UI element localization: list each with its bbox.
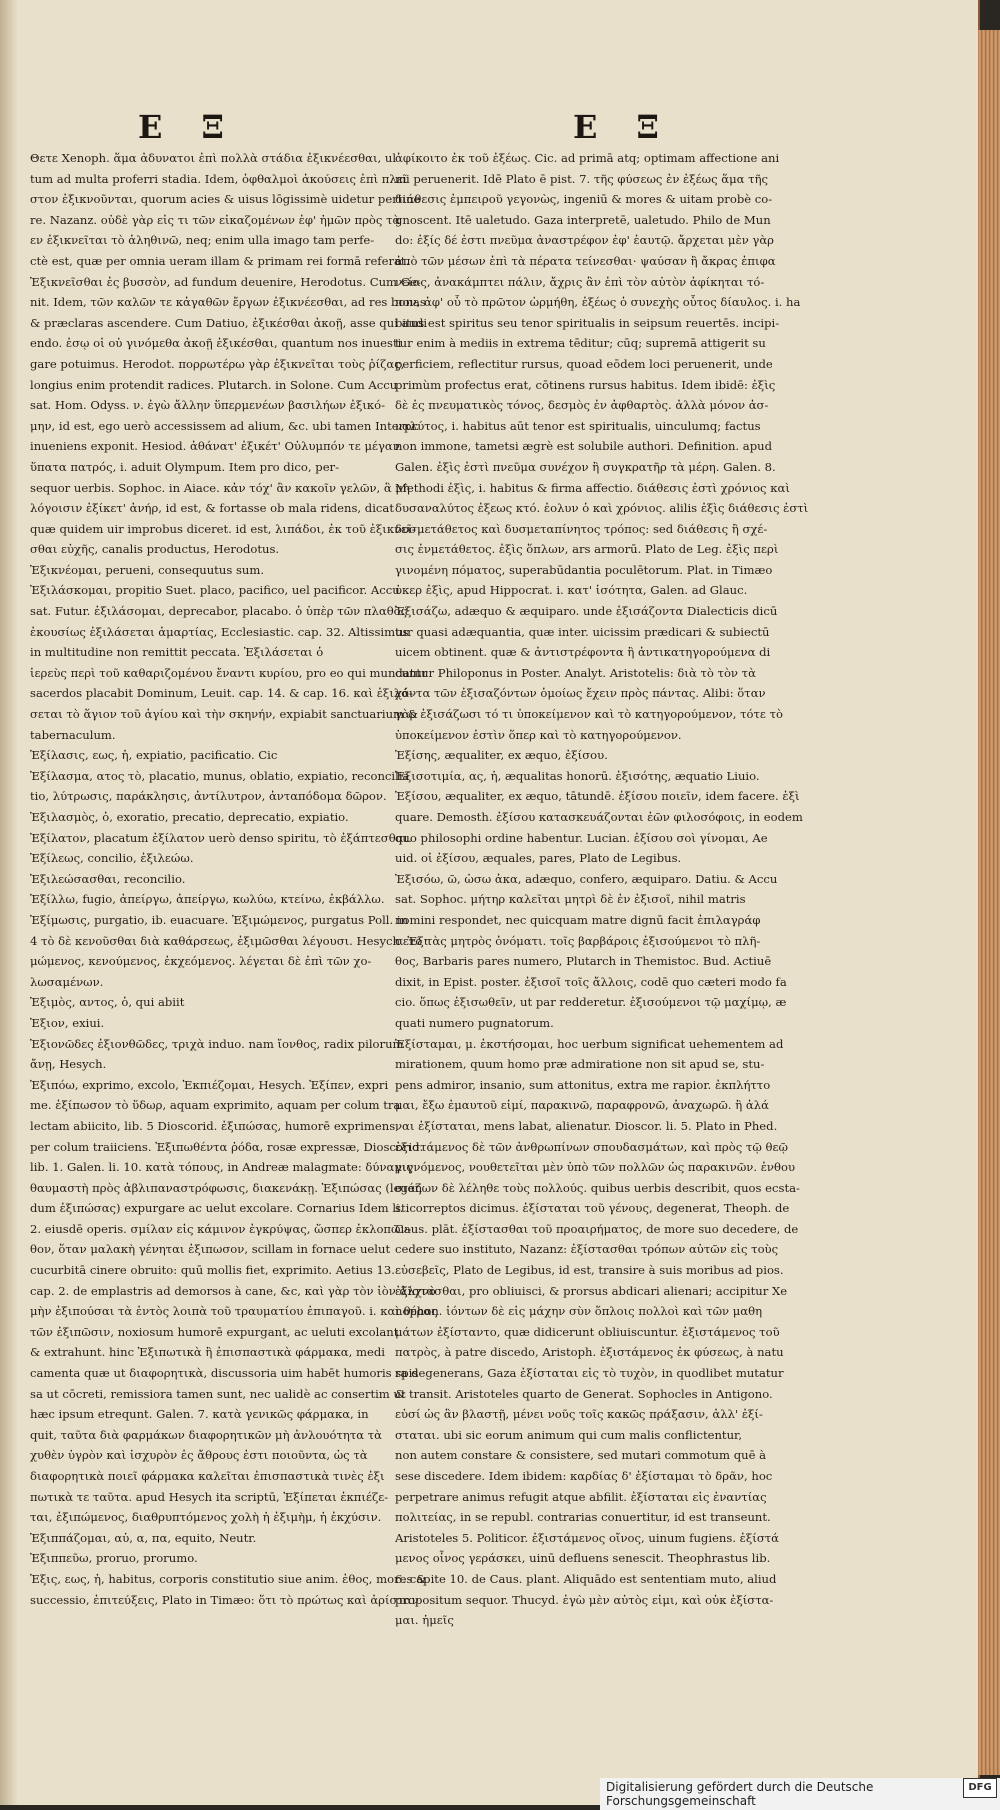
text-line: ὕπατα πατρός, i. aduit Olympum. Item pro dico, per- (30, 459, 340, 474)
text-line: sticorreptos dicimus. ἐξίσταται τοῦ γένους, degenerat, Theoph. de (395, 1201, 790, 1216)
text-line: σις ἐνμετάθετος. ἐξὶς ὅπλων, ars armorū. Plato de Leg. ἐξὶς περὶ (395, 542, 779, 557)
text-line: Galen. ἐξὶς ἐστὶ πνεῦμα συνέχον ἢ συγκρατῆρ τὰ μέρη. Galen. 8. (395, 459, 776, 474)
text-line: pens admiror, insanio, sum attonitus, extra me rapior. ἐκπλήττο (395, 1077, 771, 1092)
text-line: tur quasi adæquantia, quæ inter. uicissim prædicari & subiectū (395, 624, 770, 639)
text-line: σεται τὸ ἅγιον τοῦ ἁγίου καὶ τὴν σκηνήν, expiabit sanctuarium & (30, 707, 419, 722)
text-line: Ἐξιλάσκομαι, propitio Suet. placo, pacifico, uel pacificor. Accu (30, 583, 400, 598)
text-line: δὲ ἐς πνευματικὸς τόνος, δεσμὸς ἐν ἀφθαρτὸς. ἀλλὰ μόνον ἀσ- (395, 398, 769, 413)
text-line: lib. 1. Galen. li. 10. κατὰ τόπους, in Andreæ malagmate: δύναμις (30, 1160, 413, 1175)
text-line: εν ἐξικνεῖται τὸ ἀληθινῶ, neq; enim ulla imago tam perfe- (30, 233, 375, 248)
text-line: Θετε Xenoph. ἅμα ἀδυνατοι ἐπὶ πολλὰ στάδια ἐξικνέεσθαι, ul (30, 151, 397, 165)
text-line: gnoscent. Itē ualetudo. Gaza interpretē, ualetudo. Philo de Mun (395, 212, 771, 227)
text-line: Caus. plāt. ἐξίστασθαι τοῦ προαιρήματος, de more suo decedere, de (395, 1221, 799, 1236)
text-line: ὑκερ ἐξὶς, apud Hippocrat. i. κατ' ἰσότητα, Galen. ad Glauc. (395, 583, 748, 598)
text-line: non autem constare & consistere, sed mutari commotum quē à (395, 1448, 767, 1463)
page-edges (978, 30, 1000, 1775)
text-line: sequor uerbis. Sophoc. in Aiace. κἀν τόχ' ἂν κακοῖν γελῶν, ἃ μὴ (30, 480, 410, 495)
text-line: & præclaras ascendere. Cum Datiuo, ἐξικέσθαι ἀκοῇ, asse qui audi (30, 315, 428, 330)
text-line: ἄνῃ, Hesych. (30, 1057, 107, 1072)
text-line: λωσαμένων. (30, 974, 104, 989)
text-line: μὴν ἐξιπούσαι τὰ ἐντὸς λοιπὰ τοῦ τραυματίου ἐπιπαγοῦ. i. καὶ θέρας (30, 1304, 438, 1319)
text-line: Ἐξίσης, æqualiter, ex æquo, ἐξίσου. (395, 748, 608, 763)
text-line: uicem obtinent. quæ & ἀντιστρέφοντα ἢ ἀντικατηγορούμενα di (395, 645, 771, 660)
text-line: cedere suo instituto, Nazanz: ἐξίστασθαι τρόπων αὐτῶν εἰς τοὺς (395, 1242, 779, 1257)
text-line: σετο τὰς μητρὸς ὀνόματι. τοῖς βαρβάροις ἐξισούμενοι τὸ πλῆ- (395, 933, 761, 948)
text-line: perpetrare animus refugit atque abfilit. ἐξίσταται εἰς ἐναντίας (395, 1489, 767, 1504)
text-line: πατρὸς, à patre discedo, Aristoph. ἐξιστάμενος ἐκ φύσεως, à natu (395, 1345, 784, 1360)
text-line: quati numero pugnatorum. (395, 1015, 554, 1030)
text-line: perficiem, reflectitur rursus, quoad eōdem loci peruenerit, unde (395, 356, 773, 371)
text-line: 4 τὸ δὲ κενοῦσθαι διὰ καθάρσεως, ἐξιμῶσθαι λέγουσι. Hesych. Ἐξι (30, 933, 429, 948)
text-line: quit, ταῦτα διὰ φαρμάκων διαφορητικῶν μὴ ἀνλουότητα τὰ (30, 1427, 382, 1442)
text-line: Ἐξίλατον, placatum ἐξίλατον uerò denso spiritu, τὸ ἐξάπτεσθαι. (30, 830, 412, 845)
text-line: Ἐξίσταμαι, μ. ἐκστήσομαι, hoc uerbum significat uehementem ad (395, 1036, 784, 1051)
text-line: Ἐξίλεως, concilio, ἐξιλεώω. (30, 851, 194, 866)
text-line: cuntur Philoponus in Poster. Analyt. Aristotelis: διὰ τὸ τὸν τὰ (395, 665, 756, 680)
text-line: dum ἐξιπώσας) expurgare ac uelut excolare. Cornarius Idem li. (30, 1201, 404, 1216)
text-line: quare. Demosth. ἐξίσου κατασκευάζονται ἐῶν φιλοσόφοις, in eodem (395, 810, 803, 824)
digitization-credit: Digitalisierung gefördert durch die Deutsche Forschungsgemeinschaft (600, 1778, 1000, 1810)
text-line: tum ad multa proferri stadia. Idem, ὀφθαλμοὶ ἀκούσεις ἐπὶ πλεῖ (30, 171, 408, 186)
text-line: μώμενος, κενούμενος, ἐκχεόμενος. λέγεται δὲ ἐπὶ τῶν χο- (30, 954, 372, 969)
text-line: μάτων ἐξίσταντο, quæ didicerunt obliuiscuntur. ἐξιστάμενος τοῦ (395, 1324, 780, 1339)
text-line: εὐσί ὡς ἂν βλαστῇ, μένει νοῦς τοῖς κακῶς πράξασιν, ἀλλ' ἐξί- (395, 1407, 763, 1422)
left-column (30, 148, 438, 1610)
text-line: σταται. ubi sic eorum animum qui cum malis conflictentur, (395, 1427, 743, 1442)
text-line: χυθὲν ὑγρὸν καὶ ἰσχυρὸν ἐς ἄθρους ἐστι ποιοῦντα, ὡς τὰ (30, 1448, 368, 1463)
text-line: non immone, tametsi ægrè est solubile authori. Definition. apud (395, 439, 773, 454)
text-line: Ἐξικνέομαι, perueni, consequutus sum. (30, 562, 265, 577)
text-line: re. Nazanz. οὐδὲ γὰρ εἰς τι τῶν εἰκαζομένων ἐφ' ἡμῶν πρὸς τὰ (30, 212, 401, 227)
text-line: Ἐξίλασις, εως, ἡ, expiatio, pacificatio. Cic (30, 748, 278, 763)
text-line: Ἐξισάζω, adæquo & æquiparo. unde ἐξισάζοντα Dialecticis dicū (395, 604, 778, 619)
text-line: γὰρ ἐξισάζωσι τό τι ὑποκείμενον καὶ τὸ κατηγορούμενον, τότε τὸ (395, 707, 783, 722)
text-line: ἀφίκοιτο ἐκ τοῦ ἐξέως. Cic. ad primā atq; optimam affectione ani (395, 151, 780, 165)
text-line: sese discedere. Idem ibidem: καρδίας δ' ἐξίσταμαι τὸ δρᾶν, hoc (395, 1469, 773, 1483)
text-line: νείας, ἀνακάμπτει πάλιν, ἄχρις ἂν ἐπὶ τὸν αὐτὸν ἀφίκηται τό- (395, 274, 765, 289)
text-line: quæ quidem uir improbus diceret. id est, λιπάδοι, ἐκ τοῦ ἐξικνεῖ- (30, 521, 416, 536)
text-line: Ἐξιον, exiui. (30, 1015, 105, 1030)
running-head-left: Ε Ξ (138, 108, 239, 146)
text-line: ὑποκείμενον ἐστὶν ὅπερ καὶ τὸ κατηγορούμενον. (395, 727, 682, 742)
running-head-right: Ε Ξ (573, 108, 674, 146)
text-line: dixit, in Epist. poster. ἐξισοῖ τοῖς ἄλλοις, codē quo cæteri modo fa (395, 974, 787, 989)
text-line: Ἐξιμὸς, αντος, ὁ, qui abiit (30, 995, 185, 1010)
text-line: do: ἐξίς δέ ἐστι πνεῦμα ἀναστρέφον ἐφ' ἑαυτῷ. ἄρχεται μὲν γὰρ (395, 233, 774, 248)
text-line: bitus est spiritus seu tenor spiritualis in seipsum reuertēs. incipi- (395, 315, 780, 330)
text-line: Ἐξιλεώσασθαι, reconcilio. (30, 871, 186, 886)
text-line: in multitudine non remittit peccata. Ἐξιλάσεται ὁ (30, 645, 324, 660)
text-line: inueniens exponit. Hesiod. ἀθάνατ' ἐξικέτ' Οὐλυμπόν τε μέγαν (30, 439, 400, 454)
text-line: successio, ἐπιτεύξεις, Plato in Timæo: ὅτι τὸ πρώτως καὶ ἀρίσταν (30, 1592, 419, 1607)
text-line: διαφορητικὰ ποιεῖ φάρμακα καλεῖται ἐπισπαστικὰ τινὲς ἐξι (30, 1469, 385, 1483)
text-line: θος, Barbaris pares numero, Plutarch in Themistoc. Bud. Actiuē (395, 954, 772, 969)
text-line: ἐξίστασθαι, pro obliuisci, & prorsus abdicari alienari; accipitur Xe (395, 1283, 788, 1298)
text-line: σθαι εὐχῆς, canalis productus, Herodotus. (30, 542, 280, 557)
text-line: sat. Hom. Odyss. ν. ἐγὼ ἄλλην ὕπερμενέων βασιλήων ἐξικό- (30, 398, 386, 413)
text-line: γινομένη πόματος, superabūdantia poculētorum. Plat. in Timæo (395, 562, 773, 577)
text-line: cio. ὅπως ἐξισωθεῖν, ut par redderetur. ἐξισούμενοι τῷ μαχίμῳ, æ (395, 995, 787, 1010)
text-line: Ἐξίμωσις, purgatio, ib. euacuare. Ἐξιμώμενος, purgatus Poll. in (30, 912, 409, 927)
text-line: primùm profectus erat, cōtinens rursus habitus. Idem ibidē: ἐξὶς (395, 377, 776, 392)
text-line: gare potuimus. Herodot. πορρωτέρω γὰρ ἐξικνεῖται τοὺς ῥίζας, (30, 356, 405, 371)
text-line: cap. 2. de emplastris ad demorsos à cane, &c, καὶ γὰρ τὸν ἰὸν ἀλχνὸ (30, 1283, 436, 1298)
text-line: λόγοισιν ἐξίκετ' ἀνήρ, id est, & fortasse ob mala ridens, dicat (30, 501, 394, 516)
text-line: ctè est, quæ per omnia ueram illam & primam rei formā referat. (30, 253, 410, 268)
text-line: μαι. ἡμεῖς (395, 1613, 454, 1628)
text-line: πον, ἀφ' οὗ τὸ πρῶτον ὡρμήθη, ἐξέως ὁ συνεχὴς οὗτος δίαυλος. i. ha (395, 295, 801, 310)
text-line: θαυμαστὴ πρὸς ἀβλιπαναστρόφωσις, διακενάκῃ. Ἐξιπώσας (legen (30, 1180, 423, 1195)
text-line: σιάζων δὲ λέληθε τοὺς πολλούς. quibus uerbis describit, quos ecsta- (395, 1180, 800, 1195)
text-line: me. ἐξίπωσον τὸ ὕδωρ, aquam exprimito, aquam per colum tra (30, 1098, 401, 1113)
text-line: πολιτείας, in se republ. contrarias conuertitur, id est transeunt. (395, 1510, 771, 1525)
text-line: 2. eiusdē operis. σμίλαν εἰς κάμινον ἐγκρύψας, ὥσπερ ἐκλοπῶν- (30, 1221, 412, 1236)
text-line: στον ἐξικνοῦνται, quorum acies & uisus lōgissimè uidetur pertine (30, 192, 421, 207)
text-line: ἀπὸ τῶν μέσων ἐπὶ τὰ πέρατα τείνεσθαι· ψαύσαν ἢ ἄκρας ἐπιφα (395, 253, 776, 268)
text-line: ra degenerans, Gaza ἐξίσταται εἰς τὸ τυχὸν, in quodlibet mutatur (395, 1366, 784, 1381)
text-line: quo philosophi ordine habentur. Lucian. ἐξίσου σοὶ γίνομαι, Ae (395, 830, 768, 845)
text-line: endo. ἐσῳ οἱ οὐ γινόμεθα ἀκοῇ ἐξικέσθαι, quantum nos inuesti (30, 336, 402, 351)
text-line: tur enim à mediis in extrema tēditur; cūq; supremā attigerit su (395, 336, 766, 351)
dfg-logo: DFG (963, 1778, 997, 1798)
text-line: & transit. Aristoteles quarto de Generat. Sophocles in Antigono. (395, 1386, 773, 1401)
text-line: nophon. ἰόντων δὲ εἰς μάχην σὺν ὅπλοις πολλοὶ καὶ τῶν μαθη (395, 1304, 763, 1319)
text-line: nit. Idem, τῶν καλῶν τε κἀγαθῶν ἔργων ἐξικνέεσθαι, ad res bonas (30, 295, 426, 310)
text-line: εὐσεβεῖς, Plato de Legibus, id est, transire à suis moribus ad pios. (395, 1263, 784, 1278)
text-line: uid. οἱ ἐξίσου, æquales, pares, Plato de Legibus. (395, 851, 682, 866)
text-line: δυσμετάθετος καὶ δυσμεταπίνητος τρόπος: sed διάθεσις ἢ σχέ- (395, 521, 768, 536)
text-line: Ἐξίλλω, fugio, ἀπείργω, ἀπείργω, κωλύω, κτείνω, ἐκβάλλω. (30, 892, 385, 907)
text-line: Ἐξικνεῖσθαι ἐς βυσσὸν, ad fundum deuenire, Herodotus. Cum Ge- (30, 274, 421, 289)
gutter-shadow (0, 0, 18, 1805)
text-line: ἱερεὺς περὶ τοῦ καθαριζομένου ἔναντι κυρίου, pro eo qui mundatur (30, 665, 428, 680)
text-line: sat. Sophoc. μήτηρ καλεῖται μητρὶ δὲ ἐν ἐξισοῖ, nihil matris (395, 892, 746, 907)
text-line: Ἐξίσου, æqualiter, ex æquo, tātundē. ἐξίσου ποιεῖν, idem facere. ἐξὶ (395, 789, 800, 804)
text-line: Ἐξισοτιμία, ας, ἡ, æqualitas honorū. ἐξισότης, æquatio Liuio. (395, 768, 760, 783)
text-line: mi peruenerit. Idē Plato ē pist. 7. τῆς φύσεως ἐν ἐξέως ἅμα τῆς (395, 171, 769, 186)
text-line: camenta quæ ut διαφορητικὰ, discussoria uim habēt humoris spis (30, 1366, 419, 1381)
text-line: Ἐξιλασμὸς, ὁ, exoratio, precatio, deprecatio, expiatio. (30, 810, 349, 824)
text-line: hæc ipsum etrequnt. Galen. 7. κατὰ γενικῶς φάρμακα, in (30, 1407, 369, 1422)
text-line: sacerdos placabit Dominum, Leuit. cap. 14. & cap. 16. καὶ ἐξιλά- (30, 686, 413, 701)
text-line: ται, ἐξιπώμενος, διαθρυπτόμενος χολὴ ἡ ἐξιμὴμ, ἡ ἐκχύσιν. (30, 1510, 382, 1525)
text-line: tio, λύτρωσις, παράκλησις, ἀντίλυτρον, ἀνταπόδομα δῶρον. (30, 789, 387, 804)
text-line: Ἐξιππάζομαι, αὐ, α, πα, equito, Neutr. (30, 1530, 257, 1545)
text-line: ναλύτος, i. habitus aūt tenor est spiritualis, uinculumq; factus (395, 418, 761, 433)
text-line: ἐξιστάμενος δὲ τῶν ἀνθρωπίνων σπουδασμάτων, καὶ πρὸς τῷ θεῷ (395, 1139, 788, 1154)
text-line: διάθεσις ἐμπειροῦ γεγονὼς, ingeniū & mores & uitam probè co- (395, 192, 773, 207)
text-line: ἐκουσίως ἐξιλάσεται ἁμαρτίας, Ecclesiastic. cap. 32. Altissimus (30, 624, 409, 639)
text-line: γιγνόμενος, νουθετεῖται μὲν ὑπὸ τῶν πολλῶν ὡς παρακινῶν. ἐνθου (395, 1160, 795, 1175)
text-line: Ἐξιονῶδες ἐξιονθῶδες, τριχὰ induo. nam ἴονθος, radix pilorum (30, 1036, 404, 1051)
right-column (395, 148, 937, 1631)
text-line: lectam abiicito, lib. 5 Dioscorid. ἐξιπώσας, humorē exprimens, (30, 1118, 399, 1133)
text-line: propositum sequor. Thucyd. ἐγὼ μὲν αὐτὸς εἰμι, καὶ οὐκ ἐξίστα- (395, 1592, 774, 1607)
text-line: 6. capite 10. de Caus. plant. Aliquādo est sententiam muto, aliud (395, 1571, 777, 1586)
text-line: μην, id est, ego uerò accessissem ad alium, &c. ubi tamen Interpr. (30, 418, 420, 433)
text-line: Ἐξιπόω, exprimo, excolo, Ἐκπιέζομαι, Hesych. Ἐξίπεν, expri (30, 1077, 389, 1092)
text-line: & extrahunt. hinc Ἐξιπωτικὰ ἢ ἐπισπαστικὰ φάρμακα, medi (30, 1345, 385, 1360)
text-line: μαι, ἔξω ἐμαυτοῦ εἰμί, παρακινῶ, παραφρονῶ, ἀναχωρῶ. ἢ ἀλά (395, 1098, 769, 1113)
text-line: ναι ἐξίσταται, mens labat, alienatur. Dioscor. li. 5. Plato in Phed. (395, 1118, 778, 1133)
text-line: χόντα τῶν ἐξισαζόντων ὁμοίως ἔχειν πρὸς πάντας. Alibi: ὅταν (395, 686, 766, 701)
text-line: tabernaculum. (30, 727, 116, 742)
text-line: longius enim protendit radices. Plutarch. in Solone. Cum Accu (30, 377, 398, 392)
text-line: πωτικὰ τε ταῦτα. apud Hesych ita scriptū, Ἐξίπεται ἐκπιέζε- (30, 1489, 389, 1504)
text-line: μενος οἶνος γεράσκει, uinū defluens senescit. Theophrastus lib. (395, 1551, 771, 1566)
text-line: nomini respondet, nec quicquam matre dignū facit ἐπιλαγράφ (395, 912, 761, 927)
text-line: θον, ὅταν μαλακὴ γένηται ἐξιπωσον, scillam in fornace uelut (30, 1242, 391, 1257)
text-line: τῶν ἐξιπῶσιν, noxiosum humorē expurgant, ac ueluti excolant (30, 1324, 399, 1339)
text-line: mirationem, quum homo præ admiratione non sit apud se, stu- (395, 1057, 765, 1072)
text-line: δυσαναλύτος ἐξεως κτό. ἐολυν ὁ καὶ χρόνιος. alilis ἐξὶς διάθεσις ἐστὶ (395, 501, 809, 516)
text-line: Methodi ἐξὶς, i. habitus & firma affectio. διάθεσις ἐστὶ χρόνιος καὶ (395, 480, 790, 495)
text-line: cucurbitā cinere obruito: quū mollis fiet, exprimito. Aetius 13. (30, 1263, 395, 1278)
text-line: sat. Futur. ἐξιλάσομαι, deprecabor, placabo. ὁ ὑπὲρ τῶν πλαθὸς (30, 604, 408, 619)
text-line: Ἐξις, εως, ἡ, habitus, corporis constitutio siue anim. ἐθος, mores & (30, 1571, 427, 1586)
text-line: Aristoteles 5. Politicor. ἐξιστάμενος οἴνος, uinum fugiens. ἐξίστά (395, 1530, 779, 1545)
text-line: per colum traiiciens. Ἐξιπωθέντα ῥόδα, rosæ expressæ, Dioscorid. (30, 1139, 424, 1154)
text-line: Ἐξιππεῦω, proruo, prorumo. (30, 1551, 198, 1566)
text-line: sa ut cōcreti, remissiora tamen sunt, nec ualidè ac consertim ut (30, 1386, 406, 1401)
text-line: Ἐξισόω, ῶ, ὡσω ἀκα, adæquo, confero, æquiparo. Datiu. & Accu (395, 871, 778, 886)
text-line: Ἐξίλασμα, ατος τὸ, placatio, munus, oblatio, expiatio, reconcilia (30, 768, 410, 783)
